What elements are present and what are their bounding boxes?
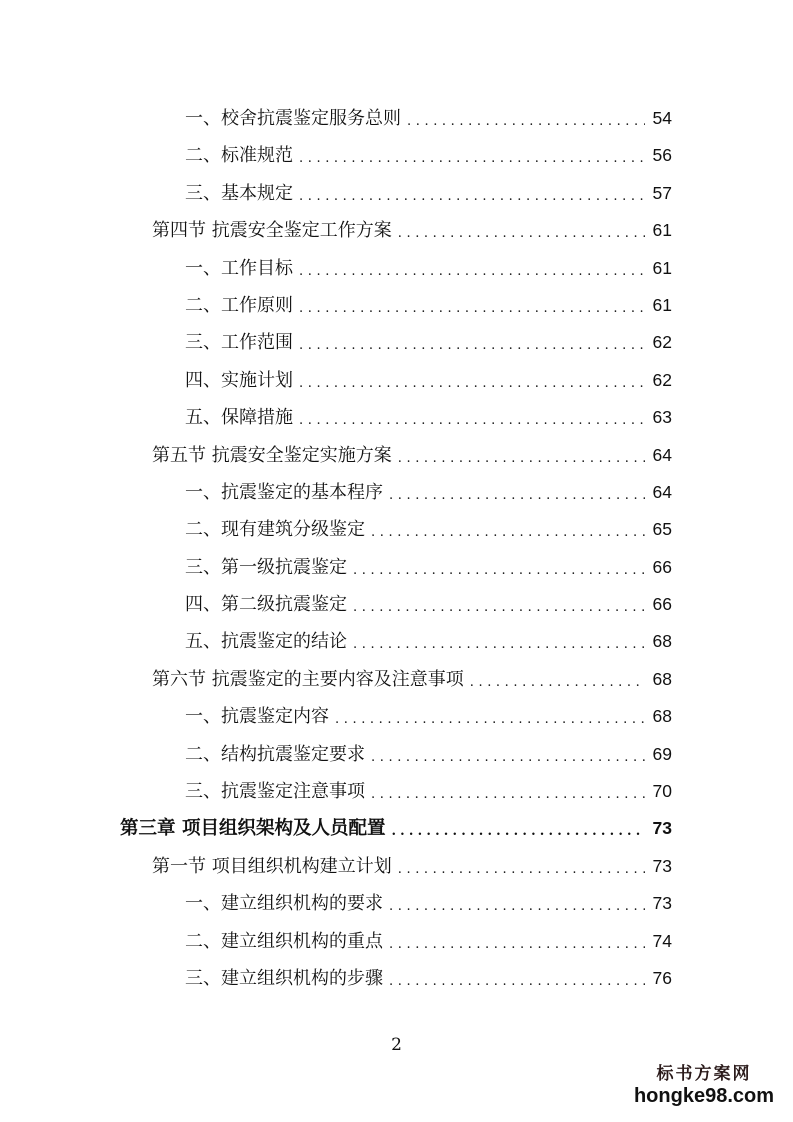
toc-entry-item[interactable] [0,287,793,324]
toc-dot-leader [470,664,645,701]
toc-entry-title: 二、工作原则 [185,294,293,316]
toc-dot-leader [353,589,645,626]
toc-entry-page-number: 62 [652,332,672,353]
toc-entry-title: 第六节 抗震鉴定的主要内容及注意事项 [152,668,464,690]
watermark-logo [629,1059,779,1108]
toc-entry-item[interactable] [0,736,793,773]
toc-entry-page-number: 68 [652,631,672,652]
toc-entry-chapter[interactable] [0,810,793,847]
toc-entry-item[interactable] [0,773,793,810]
toc-entry-item[interactable] [0,324,793,361]
page-number: 2 [391,1035,402,1055]
toc-entry-title: 三、抗震鉴定注意事项 [185,781,365,803]
toc-entry-item[interactable] [0,100,793,137]
toc-entry-item[interactable] [0,474,793,511]
toc-entry-item[interactable] [0,885,793,922]
toc-entry-section[interactable] [0,437,793,474]
toc-dot-leader [353,626,645,663]
toc-entry-item[interactable] [0,362,793,399]
toc-dot-leader [391,813,644,850]
toc-entry-page-number: 62 [652,369,672,390]
toc-entry-page-number: 56 [652,145,672,166]
toc-entry-page-number: 65 [652,519,672,540]
watermark-url-text: hongke98.com [633,1085,775,1107]
toc-entry-title: 三、建立组织机构的步骤 [185,967,383,989]
toc-entry-page-number: 54 [652,108,672,128]
toc-entry-title: 一、校舍抗震鉴定服务总则 [185,108,401,129]
toc-entry-title: 二、标准规范 [185,145,293,167]
table-of-contents [0,100,793,997]
toc-entry-item[interactable] [0,623,793,660]
toc-entry-page-number: 73 [652,818,672,839]
toc-entry-page-number: 73 [652,893,672,914]
toc-entry-item[interactable] [0,250,793,287]
toc-dot-leader [299,402,645,439]
toc-entry-title: 四、第二级抗震鉴定 [185,594,347,616]
toc-entry-item[interactable] [0,549,793,586]
toc-entry-page-number: 64 [652,481,672,502]
toc-entry-title: 二、建立组织机构的重点 [185,930,383,952]
toc-dot-leader [299,327,645,364]
toc-entry-page-number: 61 [652,220,672,241]
toc-entry-title: 一、工作目标 [185,257,293,279]
toc-dot-leader [389,477,645,514]
toc-entry-title: 第四节 抗震安全鉴定工作方案 [152,220,392,242]
toc-entry-title: 第五节 抗震安全鉴定实施方案 [152,444,392,466]
toc-entry-page-number: 73 [652,855,672,876]
toc-entry-section[interactable] [0,661,793,698]
toc-entry-title: 三、基本规定 [185,182,293,204]
toc-entry-item[interactable] [0,511,793,548]
toc-dot-leader [299,178,645,215]
toc-entry-section[interactable] [0,212,793,249]
toc-entry-page-number: 63 [652,407,672,428]
toc-dot-leader [371,776,645,813]
toc-entry-item[interactable] [0,175,793,212]
toc-entry-title: 一、抗震鉴定的基本程序 [185,481,383,503]
toc-entry-title: 二、结构抗震鉴定要求 [185,743,365,765]
toc-entry-page-number: 66 [652,556,672,577]
toc-dot-leader [407,103,645,140]
toc-entry-item[interactable] [0,399,793,436]
toc-entry-title: 三、第一级抗震鉴定 [185,556,347,578]
toc-entry-title: 第三章 项目组织架构及人员配置 [120,818,386,840]
toc-dot-leader [299,140,645,177]
toc-entry-page-number: 70 [652,781,672,802]
toc-entry-page-number: 69 [652,743,672,764]
toc-entry-page-number: 68 [652,706,672,727]
toc-entry-title: 五、抗震鉴定的结论 [185,631,347,653]
toc-dot-leader [353,552,645,589]
toc-entry-page-number: 66 [652,594,672,615]
toc-entry-title: 三、工作范围 [185,332,293,354]
toc-dot-leader [398,440,645,477]
toc-dot-leader [299,253,645,290]
toc-dot-leader [371,739,645,776]
toc-entry-page-number: 68 [652,668,672,689]
toc-entry-item[interactable] [0,586,793,623]
toc-entry-title: 一、抗震鉴定内容 [185,706,329,728]
toc-entry-title: 二、现有建筑分级鉴定 [185,519,365,541]
toc-entry-item[interactable] [0,698,793,735]
toc-entry-title: 五、保障措施 [185,407,293,429]
toc-entry-page-number: 57 [652,182,672,203]
toc-entry-item[interactable] [0,960,793,997]
toc-entry-title: 四、实施计划 [185,369,293,391]
toc-entry-section[interactable] [0,848,793,885]
toc-entry-item[interactable] [0,923,793,960]
watermark-chinese-text: 标书方案网 [656,1064,752,1084]
toc-dot-leader [299,365,645,402]
toc-entry-page-number: 61 [652,294,672,315]
toc-dot-leader [389,926,645,963]
toc-dot-leader [398,851,645,888]
toc-dot-leader [389,888,645,925]
toc-entry-page-number: 64 [652,444,672,465]
toc-entry-page-number: 76 [652,967,672,988]
toc-dot-leader [398,215,645,252]
toc-dot-leader [371,514,645,551]
toc-dot-leader [389,963,645,1000]
toc-entry-item[interactable] [0,137,793,174]
toc-dot-leader [335,701,645,738]
toc-entry-page-number: 74 [652,930,672,951]
toc-entry-title: 第一节 项目组织机构建立计划 [152,855,392,877]
toc-entry-title: 一、建立组织机构的要求 [185,893,383,915]
toc-entry-page-number: 61 [652,257,672,278]
toc-dot-leader [299,290,645,327]
